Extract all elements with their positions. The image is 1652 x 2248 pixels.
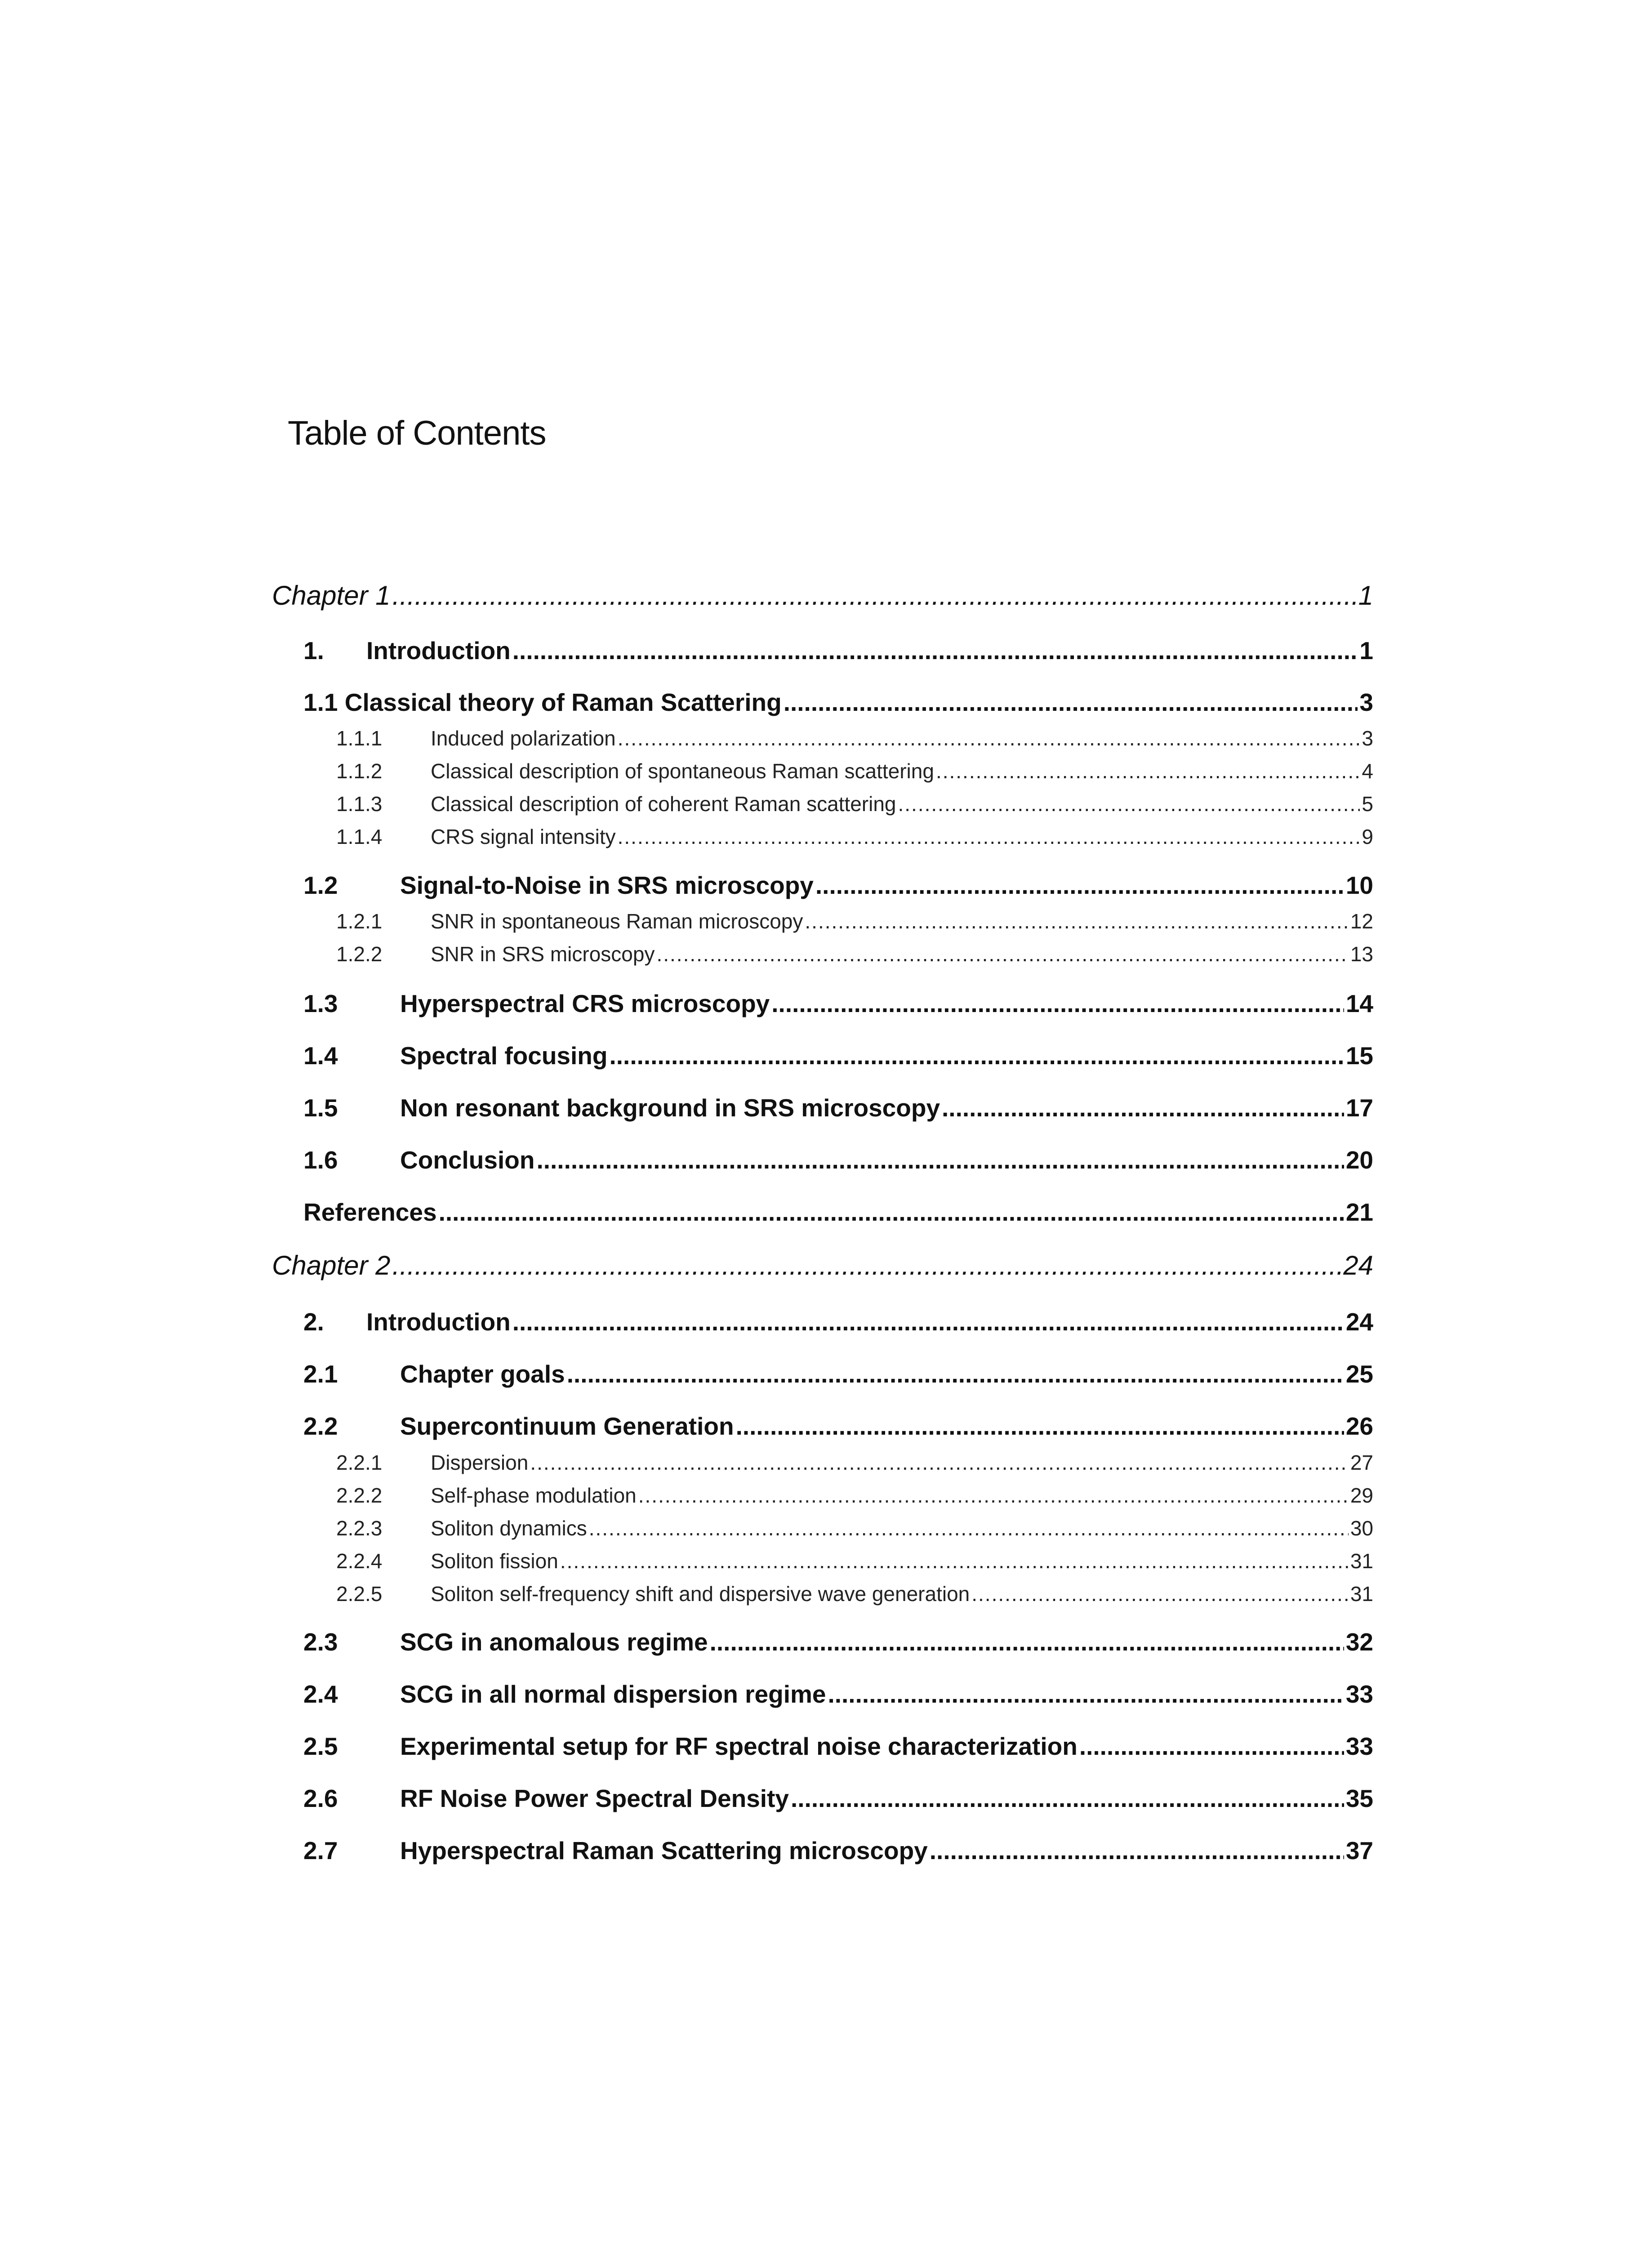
dot-leader	[512, 1307, 1344, 1336]
toc-entry-1-2[interactable]	[303, 871, 1373, 905]
toc-entry-number: 1.1.1	[336, 727, 383, 750]
toc-entry-label: 1.1 Classical theory of Raman Scattering	[303, 688, 782, 716]
toc-entry-label: Chapter 1	[272, 580, 391, 611]
toc-entry-label: Hyperspectral CRS microscopy	[400, 990, 770, 1017]
dot-leader	[609, 1041, 1344, 1070]
toc-entry-page: 33	[1345, 1680, 1373, 1708]
toc-entry-page: 1	[1358, 580, 1373, 611]
dot-leader	[936, 759, 1360, 783]
toc-entry-number: 1.2.2	[336, 942, 383, 966]
toc-entry-number: 2.7	[303, 1837, 338, 1864]
toc-entry-1-1-3[interactable]	[336, 792, 1373, 820]
toc-entry-page: 35	[1345, 1784, 1373, 1812]
toc-entry-page: 3	[1359, 688, 1373, 716]
toc-entry-number: 2.6	[303, 1784, 338, 1812]
dot-leader	[656, 942, 1348, 966]
dot-leader	[736, 1412, 1344, 1441]
toc-entry-page: 25	[1345, 1360, 1373, 1388]
toc-entry-page: 3	[1362, 727, 1373, 750]
dot-leader	[771, 989, 1344, 1018]
dot-leader	[638, 1483, 1349, 1508]
toc-entry-label: Hyperspectral Raman Scattering microscopy	[400, 1837, 928, 1864]
toc-entry-2-2-5[interactable]	[336, 1582, 1373, 1610]
toc-entry-number: 2.	[303, 1308, 324, 1336]
toc-entry-2-3[interactable]	[303, 1628, 1373, 1661]
toc-entry-page: 32	[1345, 1628, 1373, 1656]
toc-entry-2-7[interactable]	[303, 1836, 1373, 1870]
dot-leader	[560, 1549, 1349, 1573]
toc-entry-label: CRS signal intensity	[431, 825, 616, 848]
toc-entry-page: 24	[1345, 1308, 1373, 1336]
toc-entry-page: 24	[1343, 1250, 1373, 1280]
toc-entry-1-3[interactable]	[303, 989, 1373, 1023]
toc-entry-label: Introduction	[366, 637, 511, 665]
toc-entry-page: 4	[1362, 759, 1373, 783]
toc-entry-1-1-1[interactable]	[336, 726, 1373, 754]
toc-entry-page: 5	[1362, 792, 1373, 816]
dot-leader	[1079, 1732, 1344, 1761]
toc-entry-label: Spectral focusing	[400, 1042, 608, 1070]
toc-entry-label: Dispersion	[431, 1451, 529, 1474]
toc-entry-number: 2.5	[303, 1732, 338, 1760]
dot-leader	[618, 825, 1360, 849]
toc-entry-page: 9	[1362, 825, 1373, 848]
toc-entry-label: Conclusion	[400, 1146, 535, 1174]
dot-leader	[971, 1582, 1349, 1606]
toc-entry-number: 2.2.2	[336, 1484, 383, 1507]
dot-leader	[589, 1516, 1349, 1540]
toc-entry-label: Introduction	[366, 1308, 511, 1336]
toc-entry-page: 15	[1345, 1042, 1373, 1070]
toc-entry-number: 1.2	[303, 871, 338, 899]
toc-entry-1-6[interactable]	[303, 1146, 1373, 1179]
toc-entry-2-4[interactable]	[303, 1680, 1373, 1713]
toc-entry-page: 37	[1345, 1837, 1373, 1864]
toc-entry-number: 2.2.4	[336, 1549, 383, 1573]
toc-entry-number: 1.2.1	[336, 910, 383, 933]
toc-entry-page: 10	[1345, 871, 1373, 899]
dot-leader	[567, 1360, 1344, 1388]
toc-entry-label: References	[303, 1198, 437, 1226]
toc-entry-label: Supercontinuum Generation	[400, 1412, 734, 1440]
toc-entry-2-1[interactable]	[303, 1360, 1373, 1393]
toc-entry-page: 1	[1359, 637, 1373, 665]
toc-entry-chapter-2[interactable]	[272, 1250, 1373, 1286]
toc-entry-1-1-4[interactable]	[336, 825, 1373, 852]
toc-entry-label: Chapter goals	[400, 1360, 565, 1388]
toc-entry-label: SCG in all normal dispersion regime	[400, 1680, 826, 1708]
toc-entry-page: 30	[1350, 1517, 1373, 1540]
toc-entry-2-6[interactable]	[303, 1784, 1373, 1818]
toc-entry-number: 1.1.4	[336, 825, 383, 848]
toc-entry-number: 1.1.2	[336, 759, 383, 783]
toc-entry-1-introduction[interactable]	[303, 636, 1373, 670]
dot-leader	[942, 1093, 1344, 1122]
dot-leader	[512, 636, 1358, 665]
dot-leader	[618, 726, 1360, 750]
toc-entry-number: 2.3	[303, 1628, 338, 1656]
toc-entry-page: 14	[1345, 990, 1373, 1017]
dot-leader	[392, 580, 1357, 611]
toc-entry-2-2-1[interactable]	[336, 1450, 1373, 1478]
toc-entry-2-5[interactable]	[303, 1732, 1373, 1766]
toc-entry-page: 33	[1345, 1732, 1373, 1760]
toc-entry-label: Self-phase modulation	[431, 1484, 637, 1507]
dot-leader	[710, 1628, 1344, 1656]
toc-entry-1-1-2[interactable]	[336, 759, 1373, 787]
toc-entry-2-2-3[interactable]	[336, 1516, 1373, 1544]
toc-entry-number: 1.3	[303, 990, 338, 1017]
toc-entry-1-4[interactable]	[303, 1041, 1373, 1075]
toc-entry-label: Experimental setup for RF spectral noise characterization	[400, 1732, 1078, 1760]
toc-entry-label: Soliton self-frequency shift and dispersive wave generation	[431, 1582, 970, 1606]
toc-entry-page: 26	[1345, 1412, 1373, 1440]
toc-entry-number: 2.2	[303, 1412, 338, 1440]
toc-entry-number: 1.5	[303, 1094, 338, 1122]
dot-leader	[930, 1836, 1344, 1865]
toc-entry-label: Non resonant background in SRS microscopy	[400, 1094, 940, 1122]
toc-entry-label: RF Noise Power Spectral Density	[400, 1784, 789, 1812]
toc-entry-page: 31	[1350, 1549, 1373, 1573]
toc-entry-2-introduction[interactable]	[303, 1307, 1373, 1341]
toc-entry-number: 2.2.5	[336, 1582, 383, 1606]
toc-entry-page: 21	[1345, 1198, 1373, 1226]
toc-entry-label: Soliton dynamics	[431, 1517, 587, 1540]
dot-leader	[439, 1198, 1344, 1227]
toc-entry-label: Chapter 2	[272, 1250, 391, 1280]
toc-entry-label: Classical description of coherent Raman scattering	[431, 792, 896, 816]
toc-entry-2-2[interactable]	[303, 1412, 1373, 1445]
dot-leader	[805, 909, 1348, 933]
toc-entry-page: 20	[1345, 1146, 1373, 1174]
toc-entry-2-2-4[interactable]	[336, 1549, 1373, 1577]
toc-entry-page: 17	[1345, 1094, 1373, 1122]
toc-entry-page: 27	[1350, 1451, 1373, 1474]
dot-leader	[791, 1784, 1344, 1813]
toc-entry-label: Induced polarization	[431, 727, 616, 750]
toc-entry-number: 2.1	[303, 1360, 338, 1388]
dot-leader	[784, 688, 1358, 717]
dot-leader	[815, 871, 1344, 900]
dot-leader	[392, 1250, 1342, 1281]
toc-entry-label: Signal-to-Noise in SRS microscopy	[400, 871, 814, 899]
toc-entry-page: 29	[1350, 1484, 1373, 1507]
toc-entry-number: 1.6	[303, 1146, 338, 1174]
toc-entry-2-2-2[interactable]	[336, 1483, 1373, 1511]
toc-entry-number: 2.2.1	[336, 1451, 383, 1474]
toc-entry-chapter-1[interactable]	[272, 580, 1373, 616]
toc-entry-1-2-2[interactable]	[336, 942, 1373, 970]
toc-entry-1-1[interactable]	[303, 688, 1373, 722]
toc-entry-number: 1.1.3	[336, 792, 383, 816]
toc-entry-number: 1.4	[303, 1042, 338, 1070]
toc-entry-1-2-1[interactable]	[336, 909, 1373, 937]
toc-entry-label: Soliton fission	[431, 1549, 558, 1573]
dot-leader	[536, 1146, 1344, 1174]
toc-entry-label: Classical description of spontaneous Raman scattering	[431, 759, 934, 783]
toc-entry-label: SNR in SRS microscopy	[431, 942, 655, 966]
toc-entry-page: 13	[1350, 942, 1373, 966]
toc-entry-page: 12	[1350, 910, 1373, 933]
toc-entry-page: 31	[1350, 1582, 1373, 1606]
toc-entry-number: 2.2.3	[336, 1517, 383, 1540]
toc-entry-label: SNR in spontaneous Raman microscopy	[431, 910, 803, 933]
dot-leader	[828, 1680, 1344, 1708]
page-title: Table of Contents	[288, 414, 546, 452]
toc-entry-references[interactable]	[303, 1198, 1373, 1231]
dot-leader	[530, 1450, 1349, 1475]
toc-entry-number: 2.4	[303, 1680, 338, 1708]
toc-entry-1-5[interactable]	[303, 1093, 1373, 1127]
toc-entry-label: SCG in anomalous regime	[400, 1628, 708, 1656]
toc-entry-number: 1.	[303, 637, 324, 665]
dot-leader	[898, 792, 1360, 816]
